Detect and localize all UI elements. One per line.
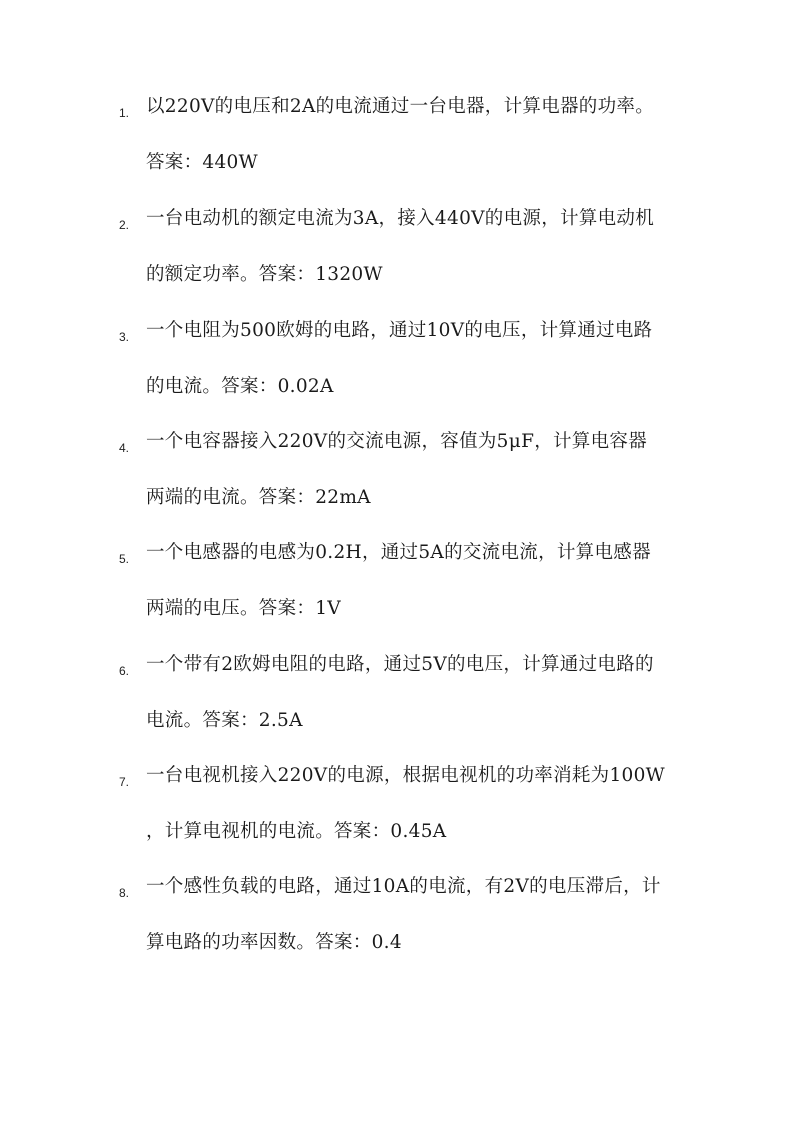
question-number: 6. [119,664,130,678]
question-text: 以220V的电压和2A的电流通过一台电器，计算电器的功率。 [146,96,655,117]
question-text: 一个电感器的电感为0.2H，通过5A的交流电流，计算电感器 [146,542,651,563]
question-number: 7. [119,775,130,789]
question-text: 一个电阻为500欧姆的电路，通过10V的电压，计算通过电路 [146,320,653,341]
question-number: 2. [119,218,130,232]
question-text-continued: 两端的电压。答案：1V [146,598,341,619]
question-text: 一台电视机接入220V的电源，根据电视机的功率消耗为100W [146,765,665,786]
question-text: 一个感性负载的电路，通过10A的电流，有2V的电压滞后，计 [146,876,661,897]
question-text-continued: ，计算电视机的电流。答案：0.45A [146,821,447,842]
question-text-continued: 电流。答案：2.5A [146,710,303,731]
question-number: 5. [119,552,130,566]
question-text-continued: 算电路的功率因数。答案：0.4 [146,932,402,953]
question-text-continued: 的额定功率。答案：1320W [146,264,383,285]
question-number: 8. [119,886,130,900]
question-text: 一台电动机的额定电流为3A，接入440V的电源，计算电动机 [146,208,655,229]
question-number: 4. [119,441,130,455]
question-number: 1. [119,106,130,120]
question-text-continued: 答案：440W [146,152,258,173]
question-text: 一个电容器接入220V的交流电源，容值为5μF，计算电容器 [146,431,648,452]
question-text-continued: 两端的电流。答案：22mA [146,487,371,508]
question-text: 一个带有2欧姆电阻的电路，通过5V的电压，计算通过电路的 [146,654,654,675]
question-number: 3. [119,330,130,344]
question-text-continued: 的电流。答案：0.02A [146,376,334,397]
